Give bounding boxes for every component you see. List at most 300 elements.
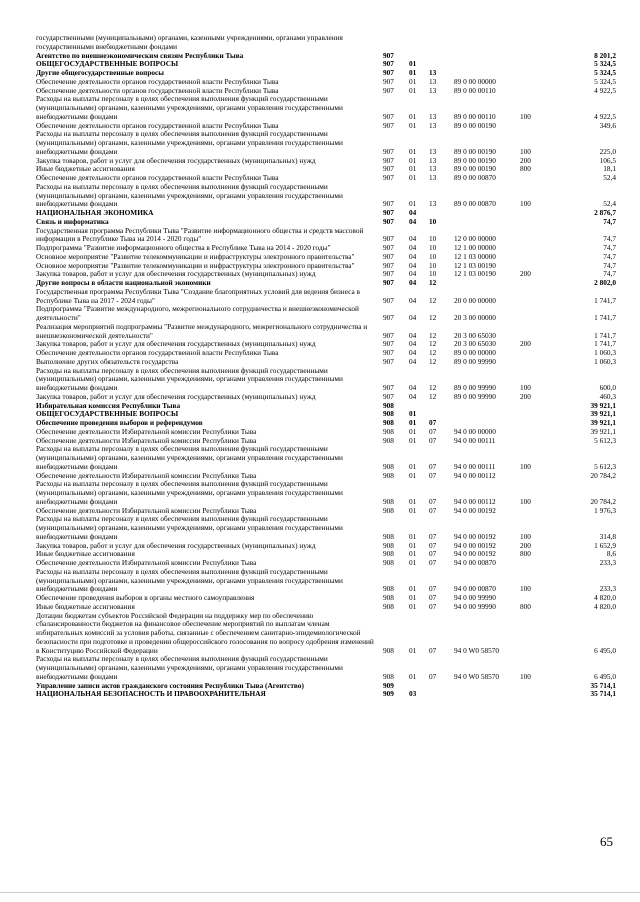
row-section-code: 01 xyxy=(409,593,417,602)
row-admin-code: 907 xyxy=(383,76,394,86)
row-section-code: 01 xyxy=(409,531,417,541)
row-section-code: 01 xyxy=(409,164,417,174)
row-section-code: 01 xyxy=(409,59,417,69)
row-section-code: 01 xyxy=(409,496,417,506)
table-row xyxy=(36,480,616,506)
row-subsection-code: 13 xyxy=(429,68,437,77)
row-name: Обеспечение деятельности органов государственной власти Республики Тыва xyxy=(36,173,279,182)
table-row xyxy=(36,568,616,594)
row-target-article: 94 0 00 99990 xyxy=(454,593,496,602)
row-amount: 106,5 xyxy=(599,155,616,165)
row-target-article: 89 0 00 00110 xyxy=(454,85,496,95)
row-name: Другие общегосударственные вопросы xyxy=(36,68,164,77)
row-amount: 18,1 xyxy=(603,164,616,174)
row-expense-type: 200 xyxy=(520,155,531,165)
row-amount: 1 976,3 xyxy=(594,505,616,515)
row-admin-code: 907 xyxy=(383,234,394,244)
table-row xyxy=(36,183,616,209)
row-admin-code: 908 xyxy=(383,549,394,559)
row-name: Закупка товаров, работ и услуг для обеспечения государственных (муниципальных) нужд xyxy=(36,339,316,349)
row-name: Расходы на выплаты персоналу в целях обеспечения выполнения функций государственными (муниципальными) органами, казенными учреждениями, органами управления государственными внебюджетными фондами xyxy=(36,654,343,681)
row-name: Закупка товаров, работ и услуг для обеспечения государственных (муниципальных) нужд xyxy=(36,540,316,550)
row-amount: 20 784,2 xyxy=(590,496,616,506)
row-admin-code: 907 xyxy=(383,155,394,165)
row-subsection-code: 12 xyxy=(429,383,437,392)
row-amount: 1 060,3 xyxy=(594,356,616,366)
row-expense-type: 100 xyxy=(520,461,531,471)
row-name: ОБЩЕГОСУДАРСТВЕННЫЕ ВОПРОСЫ xyxy=(36,409,179,419)
row-target-article: 94 0 00 00112 xyxy=(454,470,496,480)
row-section-code: 04 xyxy=(409,313,417,322)
row-expense-type: 200 xyxy=(520,540,531,550)
row-amount: 5 324,5 xyxy=(594,76,616,86)
row-admin-code: 908 xyxy=(383,461,394,471)
row-name: Закупка товаров, работ и услуг для обеспечения государственных (муниципальных) нужд xyxy=(36,391,316,401)
row-admin-code: 907 xyxy=(383,50,394,60)
row-name: Другие вопросы в области национальной экономики xyxy=(36,278,211,287)
row-admin-code: 908 xyxy=(383,435,394,445)
row-subsection-code: 07 xyxy=(429,435,437,445)
row-name: Закупка товаров, работ и услуг для обеспечения государственных (муниципальных) нужд xyxy=(36,155,316,165)
row-name: Государственная программа Республики Тыва "Создание благоприятных условий для ведения бизнеса в Республике Тыва на 2017 - 2024 годы" xyxy=(36,286,360,305)
row-section-code: 01 xyxy=(409,584,417,594)
row-amount: 8,6 xyxy=(606,549,616,559)
row-subsection-code: 07 xyxy=(429,593,437,602)
row-subsection-code: 10 xyxy=(429,269,437,279)
row-admin-code: 908 xyxy=(383,400,394,410)
row-amount: 1 060,3 xyxy=(594,348,616,357)
row-target-article: 89 0 00 00870 xyxy=(454,173,496,182)
row-subsection-code: 07 xyxy=(429,558,437,567)
row-section-code: 04 xyxy=(409,216,417,226)
row-subsection-code: 07 xyxy=(429,418,437,427)
row-expense-type: 200 xyxy=(520,391,531,401)
row-section-code: 01 xyxy=(409,601,417,611)
row-target-article: 20 3 00 65030 xyxy=(454,330,496,340)
table-row xyxy=(36,690,616,699)
row-admin-code: 908 xyxy=(383,426,394,436)
row-subsection-code: 13 xyxy=(429,120,437,130)
row-admin-code: 907 xyxy=(383,216,394,226)
row-subsection-code: 07 xyxy=(429,540,437,550)
row-admin-code: 907 xyxy=(383,111,394,121)
row-admin-code: 907 xyxy=(383,120,394,130)
row-subsection-code: 13 xyxy=(429,76,437,86)
row-section-code: 01 xyxy=(409,409,417,419)
row-target-article: 89 0 00 00110 xyxy=(454,111,496,121)
row-subsection-code: 07 xyxy=(429,601,437,611)
row-subsection-code: 10 xyxy=(429,251,437,261)
row-subsection-code: 12 xyxy=(429,348,437,357)
row-section-code: 01 xyxy=(409,461,417,471)
row-target-article: 12 1 00 00000 xyxy=(454,243,496,252)
row-expense-type: 800 xyxy=(520,601,531,611)
row-subsection-code: 07 xyxy=(429,505,437,515)
row-section-code: 04 xyxy=(409,391,417,401)
row-target-article: 94 0 00 00192 xyxy=(454,540,496,550)
row-name: Избирательная комиссия Республики Тыва xyxy=(36,400,181,410)
row-amount: 20 784,2 xyxy=(590,470,616,480)
row-name: Основное мероприятие "Развитие телекоммуникации и инфраструктуры электронного правительства" xyxy=(36,251,355,261)
row-admin-code: 907 xyxy=(383,391,394,401)
row-name: Иные бюджетные ассигнования xyxy=(36,164,135,174)
row-section-code: 01 xyxy=(409,418,417,427)
row-subsection-code: 10 xyxy=(429,260,437,270)
row-amount: 6 495,0 xyxy=(594,671,616,681)
row-name: Обеспечение деятельности Избирательной комиссии Республики Тыва xyxy=(36,470,257,480)
row-admin-code: 908 xyxy=(383,584,394,594)
row-target-article: 94 0 00 00111 xyxy=(454,435,496,445)
row-name: Иные бюджетные ассигнования xyxy=(36,601,135,611)
row-name: Расходы на выплаты персоналу в целях обеспечения выполнения функций государственными (муниципальными) органами, казенными учреждениями, органами управления государственными внебюджетными фондами xyxy=(36,514,343,541)
row-subsection-code: 13 xyxy=(429,111,437,121)
table-row xyxy=(36,515,616,541)
row-amount: 460,3 xyxy=(599,391,616,401)
row-target-article: 94 0 W0 58570 xyxy=(454,671,500,681)
bottom-divider xyxy=(0,892,640,893)
row-amount: 4 820,0 xyxy=(594,593,616,602)
row-section-code: 01 xyxy=(409,426,417,436)
row-amount: 52,4 xyxy=(603,173,616,182)
row-admin-code: 907 xyxy=(383,330,394,340)
row-subsection-code: 12 xyxy=(429,278,437,287)
row-section-code: 01 xyxy=(409,120,417,130)
row-subsection-code: 10 xyxy=(429,243,437,252)
table-row xyxy=(36,34,616,52)
row-amount: 5 612,3 xyxy=(594,461,616,471)
row-subsection-code: 12 xyxy=(429,339,437,349)
row-name: Обеспечение деятельности Избирательной комиссии Республики Тыва xyxy=(36,505,257,515)
row-section-code: 01 xyxy=(409,645,417,655)
row-name: Обеспечение деятельности Избирательной комиссии Республики Тыва xyxy=(36,426,257,436)
table-row xyxy=(36,130,616,156)
row-subsection-code: 12 xyxy=(429,295,437,305)
row-subsection-code: 07 xyxy=(429,531,437,541)
row-admin-code: 908 xyxy=(383,496,394,506)
table-row xyxy=(36,95,616,121)
row-name: Подпрограмма "Развитие международного, межрегионального сотрудничества и внешнеэкономической деятельности" xyxy=(36,304,359,322)
row-subsection-code: 07 xyxy=(429,496,437,506)
row-amount: 349,6 xyxy=(599,120,616,130)
row-target-article: 20 3 00 65030 xyxy=(454,339,496,349)
row-expense-type: 100 xyxy=(520,584,531,594)
row-admin-code: 907 xyxy=(383,173,394,182)
row-admin-code: 907 xyxy=(383,356,394,366)
row-amount: 4 820,0 xyxy=(594,601,616,611)
row-name: Дотации бюджетам субъектов Российской Федерации на поддержку мер по обеспечению сбалансированности бюджетов на финансовое обеспечение мероприятий по выплатам членам избирательных комиссий за условия работы, связанные с обеспечением санитарно-эпидемиологической безопасности при подготовке и проведении общероссийского голосования по вопросу одобрения изменений в Конституцию Российской Федерации xyxy=(36,610,374,655)
row-admin-code: 908 xyxy=(383,470,394,480)
row-expense-type: 100 xyxy=(520,671,531,681)
row-name: Обеспечение деятельности органов государственной власти Республики Тыва xyxy=(36,348,279,357)
row-section-code: 04 xyxy=(409,383,417,392)
row-section-code: 04 xyxy=(409,251,417,261)
row-amount: 39 921,1 xyxy=(590,426,616,436)
row-section-code: 01 xyxy=(409,549,417,559)
row-subsection-code: 12 xyxy=(429,313,437,322)
row-name: Обеспечение деятельности органов государственной власти Республики Тыва xyxy=(36,85,279,95)
row-section-code: 01 xyxy=(409,470,417,480)
row-name: Закупка товаров, работ и услуг для обеспечения государственных (муниципальных) нужд xyxy=(36,269,316,279)
table-row xyxy=(36,227,616,245)
row-admin-code: 908 xyxy=(383,601,394,611)
row-target-article: 89 0 00 00190 xyxy=(454,164,496,174)
row-section-code: 04 xyxy=(409,339,417,349)
row-amount: 4 922,5 xyxy=(594,111,616,121)
row-section-code: 04 xyxy=(409,278,417,287)
row-target-article: 20 3 00 00000 xyxy=(454,313,496,322)
row-name: государственными (муниципальными) органами, казенными учреждениями, органами управления государственными внебюджетными фондами xyxy=(36,33,343,51)
row-admin-code: 907 xyxy=(383,278,394,287)
row-section-code: 04 xyxy=(409,356,417,366)
table-row xyxy=(36,612,616,656)
row-admin-code: 908 xyxy=(383,409,394,419)
row-amount: 35 714,1 xyxy=(590,689,616,699)
row-target-article: 89 0 00 00000 xyxy=(454,76,496,86)
row-subsection-code: 10 xyxy=(429,234,437,244)
row-section-code: 01 xyxy=(409,558,417,567)
row-name: Расходы на выплаты персоналу в целях обеспечения выполнения функций государственными (муниципальными) органами, казенными учреждениями, органами управления государственными внебюджетными фондами xyxy=(36,566,343,594)
row-name: Обеспечение деятельности Избирательной комиссии Республики Тыва xyxy=(36,558,257,567)
row-admin-code: 907 xyxy=(383,339,394,349)
row-expense-type: 100 xyxy=(520,531,531,541)
row-name: Связь и информатика xyxy=(36,216,109,226)
row-admin-code: 909 xyxy=(383,689,394,699)
row-amount: 5 612,3 xyxy=(594,435,616,445)
row-subsection-code: 13 xyxy=(429,173,437,182)
row-admin-code: 907 xyxy=(383,260,394,270)
row-target-article: 94 0 00 00870 xyxy=(454,584,496,594)
row-amount: 8 201,2 xyxy=(594,50,616,60)
row-amount: 5 324,5 xyxy=(594,59,616,69)
row-section-code: 03 xyxy=(409,689,417,699)
row-subsection-code: 07 xyxy=(429,671,437,681)
row-section-code: 01 xyxy=(409,68,417,77)
row-target-article: 89 0 00 00190 xyxy=(454,155,496,165)
row-section-code: 01 xyxy=(409,671,417,681)
row-section-code: 04 xyxy=(409,295,417,305)
row-amount: 5 324,5 xyxy=(594,68,616,77)
row-name: Расходы на выплаты персоналу в целях обеспечения выполнения функций государственными (муниципальными) органами, казенными учреждениями, органами управления государственными внебюджетными фондами xyxy=(36,444,343,471)
row-section-code: 04 xyxy=(409,330,417,340)
row-section-code: 04 xyxy=(409,234,417,244)
row-amount: 74,7 xyxy=(603,260,616,270)
row-admin-code: 907 xyxy=(383,85,394,95)
row-expense-type: 100 xyxy=(520,111,531,121)
row-name: Обеспечение деятельности органов государственной власти Республики Тыва xyxy=(36,76,279,86)
row-target-article: 89 0 00 00190 xyxy=(454,120,496,130)
row-section-code: 01 xyxy=(409,146,417,156)
row-name: Агентство по внешнеэкономическим связям Республики Тыва xyxy=(36,50,244,60)
row-admin-code: 907 xyxy=(383,269,394,279)
row-name: Основное мероприятие "Развитие телекоммуникации и инфраструктуры электронного правительства" xyxy=(36,260,355,270)
row-name: Обеспечение проведения выборов в органы местного самоуправления xyxy=(36,593,255,602)
row-subsection-code: 07 xyxy=(429,645,437,655)
row-amount: 2 802,0 xyxy=(594,278,616,287)
row-name: Выполнение других обязательств государства xyxy=(36,356,179,366)
row-subsection-code: 07 xyxy=(429,470,437,480)
row-admin-code: 908 xyxy=(383,645,394,655)
row-subsection-code: 12 xyxy=(429,391,437,401)
row-section-code: 01 xyxy=(409,76,417,86)
row-amount: 74,7 xyxy=(603,269,616,279)
row-admin-code: 907 xyxy=(383,251,394,261)
row-admin-code: 907 xyxy=(383,383,394,392)
row-amount: 39 921,1 xyxy=(590,418,616,427)
row-name: Расходы на выплаты персоналу в целях обеспечения выполнения функций государственными (муниципальными) органами, казенными учреждениями, органами управления государственными внебюджетными фондами xyxy=(36,94,343,121)
row-admin-code: 908 xyxy=(383,418,394,427)
row-target-article: 94 0 00 00112 xyxy=(454,496,496,506)
table-row xyxy=(36,445,616,471)
row-subsection-code: 12 xyxy=(429,330,437,340)
row-expense-type: 100 xyxy=(520,199,531,209)
row-subsection-code: 07 xyxy=(429,461,437,471)
row-amount: 233,3 xyxy=(599,558,616,567)
row-target-article: 12 1 03 00190 xyxy=(454,260,496,270)
row-section-code: 01 xyxy=(409,540,417,550)
row-target-article: 89 0 00 99990 xyxy=(454,383,496,392)
row-amount: 1 741,7 xyxy=(594,330,616,340)
row-target-article: 89 0 00 00870 xyxy=(454,199,496,209)
row-name: НАЦИОНАЛЬНАЯ ЭКОНОМИКА xyxy=(36,208,154,217)
row-section-code: 01 xyxy=(409,155,417,165)
row-admin-code: 907 xyxy=(383,59,394,69)
row-target-article: 94 0 00 00000 xyxy=(454,426,496,436)
row-amount: 74,7 xyxy=(603,216,616,226)
row-subsection-code: 07 xyxy=(429,426,437,436)
table-row xyxy=(36,367,616,393)
row-admin-code: 908 xyxy=(383,540,394,550)
row-amount: 74,7 xyxy=(603,234,616,244)
row-name: Расходы на выплаты персоналу в целях обеспечения выполнения функций государственными (муниципальными) органами, казенными учреждениями, органами управления государственными внебюджетными фондами xyxy=(36,365,343,392)
row-amount: 6 495,0 xyxy=(594,645,616,655)
row-name: Расходы на выплаты персоналу в целях обеспечения выполнения функций государственными (муниципальными) органами, казенными учреждениями, органами управления государственными внебюджетными фондами xyxy=(36,129,343,156)
row-section-code: 01 xyxy=(409,505,417,515)
row-amount: 225,0 xyxy=(599,146,616,156)
row-target-article: 94 0 00 00192 xyxy=(454,505,496,515)
row-target-article: 94 0 00 00192 xyxy=(454,549,496,559)
row-target-article: 94 0 00 00870 xyxy=(454,558,496,567)
row-admin-code: 908 xyxy=(383,531,394,541)
row-section-code: 01 xyxy=(409,435,417,445)
row-name: НАЦИОНАЛЬНАЯ БЕЗОПАСНОСТЬ И ПРАВООХРАНИТЕЛЬНАЯ xyxy=(36,689,266,699)
row-amount: 600,0 xyxy=(599,383,616,392)
row-name: Подпрограмма "Развитие информационного общества в Республике Тыва на 2014 - 2020 годы" xyxy=(36,243,331,252)
row-subsection-code: 07 xyxy=(429,584,437,594)
row-name: Реализация мероприятий подпрограммы "Развитие международного, межрегионального сотрудничества и внешнеэкономической деятельности" xyxy=(36,321,368,340)
row-amount: 35 714,1 xyxy=(590,680,616,690)
page-number: 65 xyxy=(600,834,613,849)
row-admin-code: 907 xyxy=(383,243,394,252)
row-subsection-code: 13 xyxy=(429,199,437,209)
row-section-code: 04 xyxy=(409,243,417,252)
row-target-article: 12 1 03 00190 xyxy=(454,269,496,279)
row-section-code: 01 xyxy=(409,111,417,121)
row-subsection-code: 13 xyxy=(429,146,437,156)
budget-table xyxy=(36,34,616,699)
row-admin-code: 907 xyxy=(383,313,394,322)
row-name: Государственная программа Республики Тыва "Развитие информационного общества и средств массовой информации в Республике Тыва на 2014 - 2020 годы" xyxy=(36,225,364,244)
row-name: Обеспечение деятельности органов государственной власти Республики Тыва xyxy=(36,120,279,130)
row-admin-code: 908 xyxy=(383,593,394,602)
row-amount: 314,8 xyxy=(599,531,616,541)
row-subsection-code: 07 xyxy=(429,549,437,559)
row-amount: 1 741,7 xyxy=(594,295,616,305)
row-expense-type: 200 xyxy=(520,339,531,349)
row-amount: 1 741,7 xyxy=(594,339,616,349)
row-subsection-code: 12 xyxy=(429,356,437,366)
row-admin-code: 907 xyxy=(383,348,394,357)
row-amount: 233,3 xyxy=(599,584,616,594)
row-target-article: 94 0 W0 58570 xyxy=(454,645,500,655)
row-admin-code: 907 xyxy=(383,68,394,77)
row-subsection-code: 13 xyxy=(429,85,437,95)
row-admin-code: 907 xyxy=(383,295,394,305)
row-target-article: 89 0 00 00190 xyxy=(454,146,496,156)
row-target-article: 12 1 03 00000 xyxy=(454,251,496,261)
row-section-code: 04 xyxy=(409,208,417,217)
row-section-code: 04 xyxy=(409,260,417,270)
table-row xyxy=(36,323,616,341)
row-section-code: 04 xyxy=(409,269,417,279)
row-subsection-code: 13 xyxy=(429,164,437,174)
row-target-article: 20 0 00 00000 xyxy=(454,295,496,305)
row-target-article: 94 0 00 99990 xyxy=(454,601,496,611)
row-name: Управление записи актов гражданского состояния Республики Тыва (Агентство) xyxy=(36,680,304,690)
row-admin-code: 908 xyxy=(383,671,394,681)
row-subsection-code: 13 xyxy=(429,155,437,165)
row-admin-code: 907 xyxy=(383,208,394,217)
row-amount: 1 741,7 xyxy=(594,313,616,322)
row-amount: 52,4 xyxy=(603,199,616,209)
row-target-article: 89 0 00 99990 xyxy=(454,356,496,366)
row-name: Обеспечение проведения выборов и референдумов xyxy=(36,418,203,427)
row-amount: 2 876,7 xyxy=(594,208,616,217)
row-admin-code: 908 xyxy=(383,505,394,515)
table-row xyxy=(36,288,616,306)
row-amount: 39 921,1 xyxy=(590,409,616,419)
row-expense-type: 100 xyxy=(520,146,531,156)
row-amount: 4 922,5 xyxy=(594,85,616,95)
row-section-code: 01 xyxy=(409,173,417,182)
row-admin-code: 907 xyxy=(383,199,394,209)
row-admin-code: 907 xyxy=(383,146,394,156)
row-target-article: 12 0 00 00000 xyxy=(454,234,496,244)
row-expense-type: 200 xyxy=(520,269,531,279)
row-amount: 39 921,1 xyxy=(590,400,616,410)
row-name: Расходы на выплаты персоналу в целях обеспечения выполнения функций государственными (муниципальными) органами, казенными учреждениями, органами управления государственными внебюджетными фондами xyxy=(36,479,343,506)
row-expense-type: 800 xyxy=(520,164,531,174)
row-name: Расходы на выплаты персоналу в целях обеспечения выполнения функций государственными (муниципальными) органами, казенными учреждениями, органами управления государственными внебюджетными фондами xyxy=(36,181,343,209)
row-section-code: 01 xyxy=(409,85,417,95)
row-name: Обеспечение деятельности Избирательной комиссии Республики Тыва xyxy=(36,435,257,445)
row-target-article: 94 0 00 00192 xyxy=(454,531,496,541)
row-section-code: 04 xyxy=(409,348,417,357)
row-admin-code: 907 xyxy=(383,164,394,174)
row-expense-type: 800 xyxy=(520,549,531,559)
row-amount: 74,7 xyxy=(603,251,616,261)
row-expense-type: 100 xyxy=(520,383,531,392)
row-target-article: 89 0 00 99990 xyxy=(454,391,496,401)
row-section-code: 01 xyxy=(409,199,417,209)
row-admin-code: 908 xyxy=(383,558,394,567)
row-name: Иные бюджетные ассигнования xyxy=(36,549,135,559)
row-name: ОБЩЕГОСУДАРСТВЕННЫЕ ВОПРОСЫ xyxy=(36,59,179,69)
table-row xyxy=(36,305,616,323)
table-row xyxy=(36,209,616,218)
row-target-article: 94 0 00 00111 xyxy=(454,461,496,471)
row-amount: 74,7 xyxy=(603,243,616,252)
table-row xyxy=(36,655,616,681)
